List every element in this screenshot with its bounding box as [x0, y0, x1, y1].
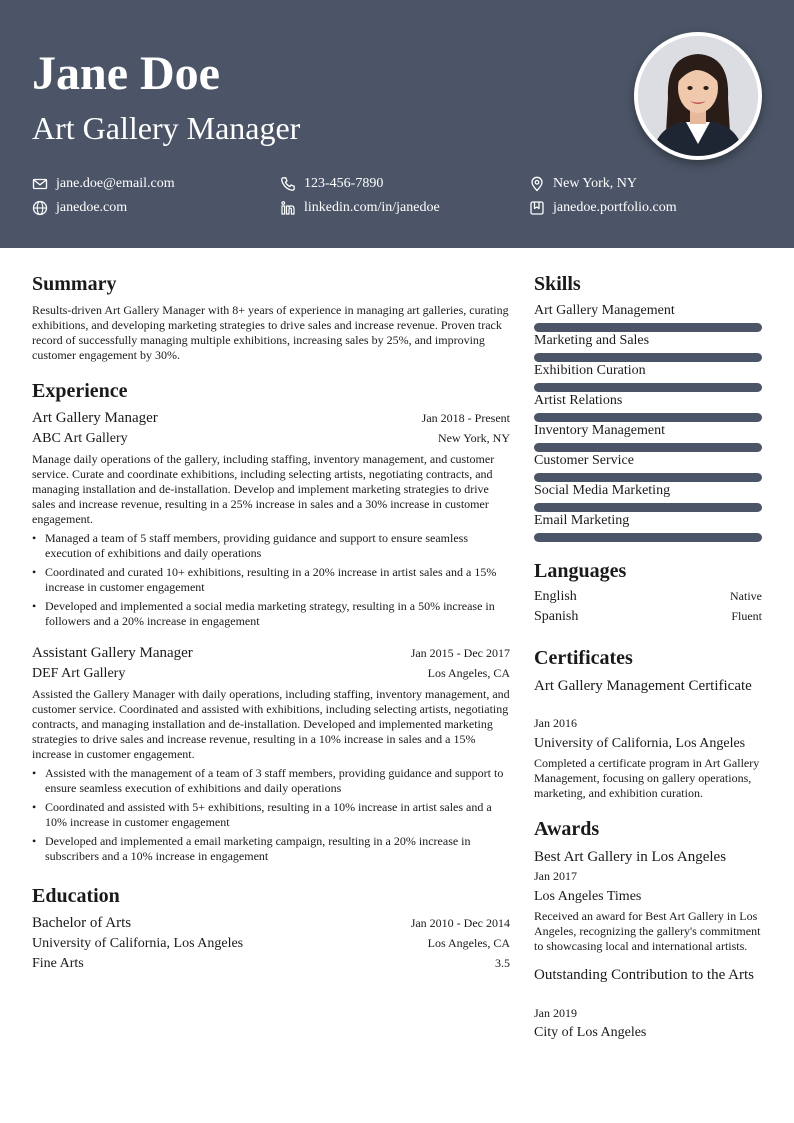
skill-label: Inventory Management: [534, 423, 666, 438]
portfolio-icon: [529, 200, 545, 216]
awards-heading: Awards: [534, 818, 600, 840]
skill-item: [534, 422, 762, 440]
job-1-description: Manage daily operations of the gallery, including staffing, inventory management, and customer service. Curate and coordinate exhibitions, including selecting artists, negotiating contracts, and managing installation and de-installation. Develop and implement marketing strategies to drive sales and increase revenue, resulting in a 25% increase in sales and a 30% increase in customer engagement.: [32, 452, 495, 526]
award-2-title: Outstanding Contribution to the Arts: [534, 967, 754, 983]
skill-bar: [534, 383, 762, 392]
language-level: Fluent: [731, 609, 762, 623]
job-2-location: Los Angeles, CA: [427, 666, 510, 680]
award-1-description: Received an award for Best Art Gallery in Los Angeles, recognizing the gallery's commitment to showcasing local and international artists.: [534, 909, 761, 953]
list-item: • Developed and implemented a social media marketing strategy, resulting in a 50% increase in followers and a 20% increase in engagement: [32, 599, 510, 629]
skill-bar: [534, 353, 762, 362]
skills-heading: Skills: [534, 273, 581, 295]
profile-photo: [634, 32, 762, 160]
award-2-issuer: City of Los Angeles: [534, 1025, 647, 1040]
education-field: Fine Arts: [32, 956, 84, 971]
skill-item: [534, 392, 762, 410]
mail-icon: [32, 176, 48, 192]
job-2-subheader: [32, 666, 510, 682]
job-2-header: [32, 645, 510, 662]
language-name: Spanish: [534, 609, 579, 624]
education-gpa: 3.5: [495, 956, 510, 970]
education-field-row: [32, 956, 510, 972]
certificate-issuer: University of California, Los Angeles: [534, 736, 746, 751]
skill-bar: [534, 443, 762, 452]
skill-label: Artist Relations: [534, 393, 623, 408]
resume-header: [0, 0, 794, 248]
skill-bar: [534, 533, 762, 542]
skill-bar: [534, 413, 762, 422]
list-item: • Coordinated and curated 10+ exhibitions, resulting in a 20% increase in artist sales and a 15% increase in customer engagement: [32, 565, 510, 595]
contact-website[interactable]: [32, 199, 127, 217]
education-school: University of California, Los Angeles: [32, 936, 244, 951]
education-heading: Education: [32, 885, 120, 907]
skill-item: [534, 482, 762, 500]
skill-label: Art Gallery Management: [534, 303, 675, 318]
phone-icon: [280, 176, 296, 192]
skill-label: Marketing and Sales: [534, 333, 650, 348]
certificates-heading: Certificates: [534, 647, 633, 669]
globe-icon: [32, 200, 48, 216]
job-2-company: DEF Art Gallery: [32, 666, 126, 681]
language-level: Native: [730, 589, 762, 603]
contact-portfolio-text: janedoe.portfolio.com: [553, 200, 677, 215]
education-location: Los Angeles, CA: [427, 936, 510, 950]
linkedin-icon: [280, 200, 296, 216]
contact-portfolio[interactable]: [529, 199, 677, 217]
job-2-description: Assisted the Gallery Manager with daily operations, including staffing, inventory management, and customer service. Coordinated and assisted with exhibitions, including selecting artists, negotiating contracts, and managing installation and de-installation. Developed and implemented marketing strategies to drive sales and increase revenue, resulting in a 10% increase in sales and a 15% increase in customer engagement.: [32, 687, 510, 761]
summary-text: Results-driven Art Gallery Manager with 8+ years of experience in managing art galleries, curating exhibitions, and developing marketing strategies to drive sales and increase revenue. Proven track record of successfully managing multiple exhibitions, increasing sales by 25%, and improving customer engagement by 30%.: [32, 303, 509, 362]
list-item: • Coordinated and assisted with 5+ exhibitions, resulting in a 10% increase in artist sales and a 10% increase in customer engagement: [32, 800, 510, 830]
contact-location: [529, 175, 637, 193]
education-dates: Jan 2010 - Dec 2014: [410, 916, 510, 930]
skill-item: [534, 452, 762, 470]
contact-phone[interactable]: [280, 175, 383, 193]
job-1-location: New York, NY: [437, 431, 510, 445]
contact-linkedin[interactable]: [280, 199, 440, 217]
skill-item: [534, 512, 762, 530]
skill-bar: [534, 323, 762, 332]
award-1-issuer: Los Angeles Times: [534, 889, 642, 904]
certificate-description: Completed a certificate program in Art Gallery Management, focusing on gallery operations, marketing, and exhibition curation.: [534, 756, 760, 800]
skill-label: Email Marketing: [534, 513, 630, 528]
experience-heading: Experience: [32, 380, 128, 402]
award-1-title: Best Art Gallery in Los Angeles: [534, 849, 727, 865]
education-school-row: [32, 936, 510, 952]
award-2-date: Jan 2019: [534, 1006, 577, 1020]
education-degree: Bachelor of Arts: [32, 915, 132, 931]
certificate-title: Art Gallery Management Certificate: [534, 678, 752, 694]
job-2-achievements: [32, 766, 510, 868]
languages-heading: Languages: [534, 560, 627, 582]
location-pin-icon: [529, 176, 545, 192]
skill-label: Exhibition Curation: [534, 363, 646, 378]
job-1-company: ABC Art Gallery: [32, 431, 128, 446]
skill-item: [534, 362, 762, 380]
candidate-name: Jane Doe: [32, 47, 220, 100]
award-1-date: Jan 2017: [534, 869, 577, 883]
contact-location-text: New York, NY: [553, 176, 638, 191]
skill-label: Customer Service: [534, 453, 634, 468]
contact-phone-text: 123-456-7890: [304, 176, 384, 191]
skill-item: [534, 302, 762, 320]
certificate-date: Jan 2016: [534, 716, 577, 730]
contact-linkedin-text: linkedin.com/in/janedoe: [304, 200, 440, 215]
job-1-achievements: [32, 531, 510, 633]
skill-label: Social Media Marketing: [534, 483, 671, 498]
job-1-subheader: [32, 431, 510, 447]
contact-email[interactable]: [32, 175, 175, 193]
language-name: English: [534, 589, 577, 604]
job-1-role: Art Gallery Manager: [32, 410, 158, 426]
contact-email-text: jane.doe@email.com: [56, 176, 175, 191]
contact-website-text: janedoe.com: [56, 200, 128, 215]
job-1-dates: Jan 2018 - Present: [421, 411, 510, 425]
job-title: Art Gallery Manager: [32, 110, 301, 146]
list-item: • Managed a team of 5 staff members, providing guidance and support to ensure seamless execution of exhibitions and daily operations: [32, 531, 510, 561]
list-item: • Developed and implemented a email marketing campaign, resulting in a 20% increase in subscribers and a 10% increase in engagement: [32, 834, 510, 864]
language-item: [534, 589, 762, 605]
skill-item: [534, 332, 762, 350]
job-2-dates: Jan 2015 - Dec 2017: [410, 646, 510, 660]
skill-bar: [534, 503, 762, 512]
list-item: • Assisted with the management of a team of 3 staff members, providing guidance and support to ensure seamless execution of exhibitions and daily operations: [32, 766, 510, 796]
job-2-role: Assistant Gallery Manager: [32, 645, 193, 661]
job-1-header: [32, 410, 510, 427]
skill-bar: [534, 473, 762, 482]
language-item: [534, 609, 762, 625]
summary-heading: Summary: [32, 273, 117, 295]
education-header: [32, 915, 510, 932]
